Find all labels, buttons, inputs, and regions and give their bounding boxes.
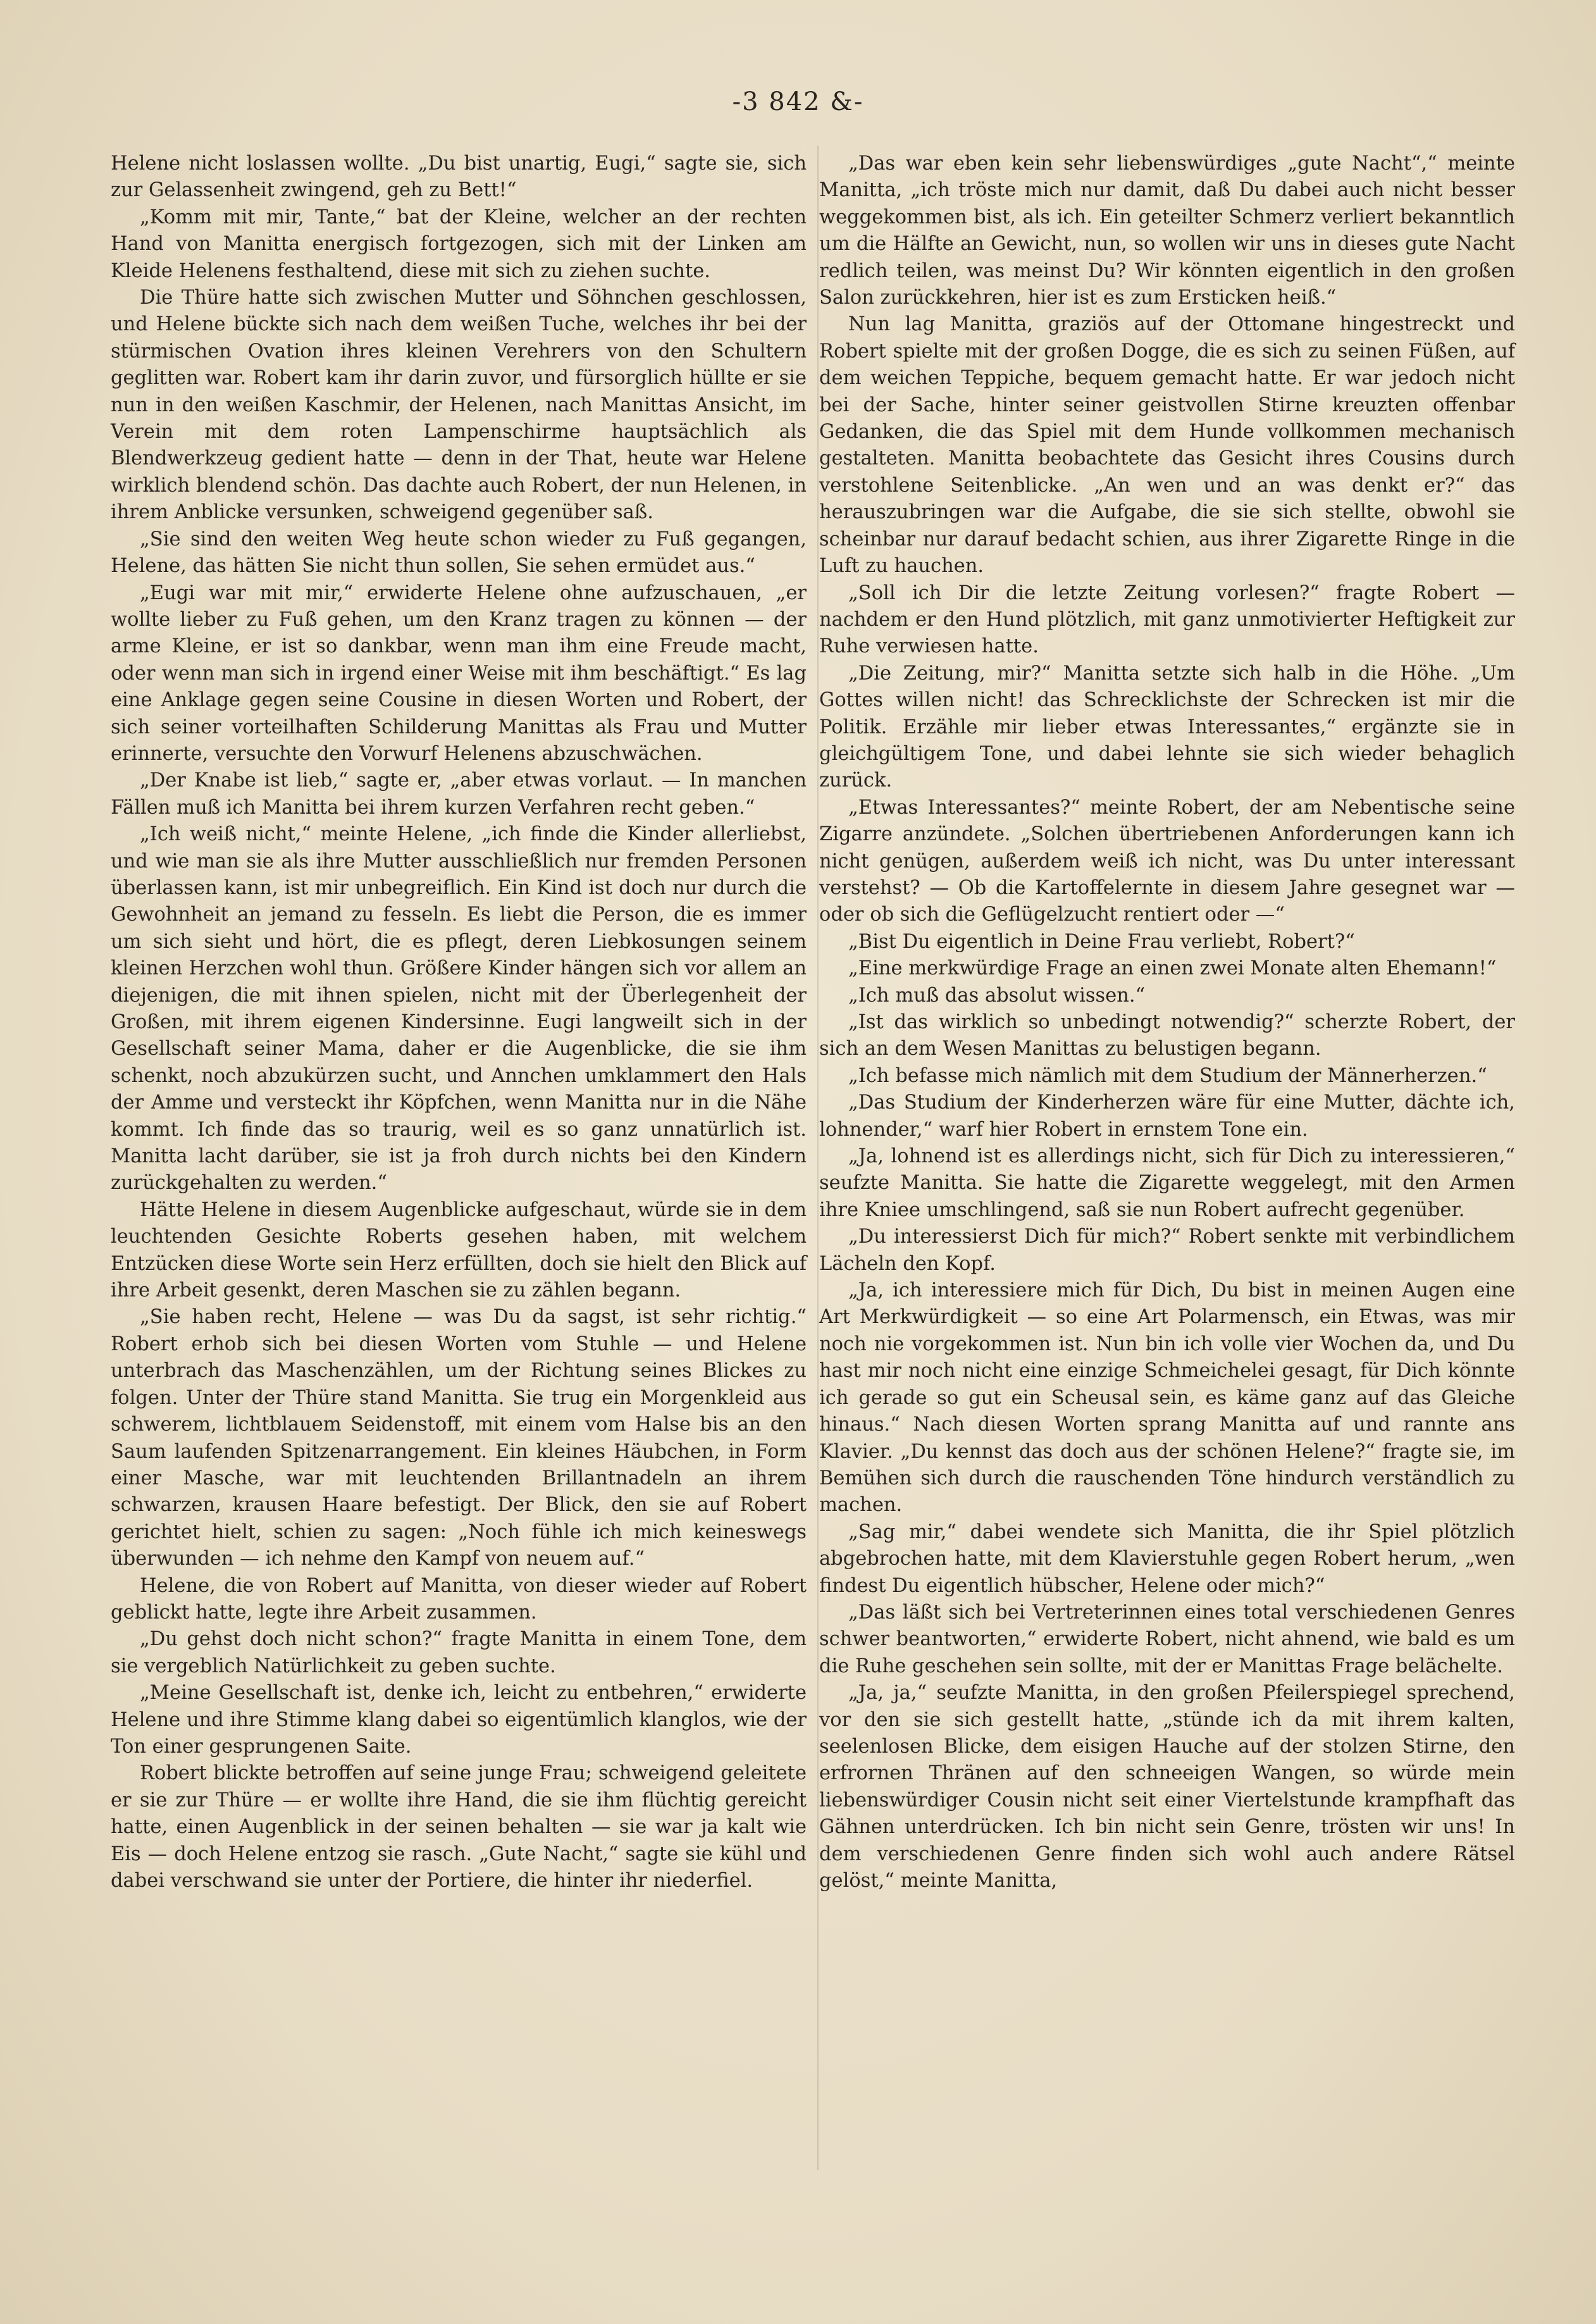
paragraph: „Eugi war mit mir,“ erwiderte Helene ohne aufzuschauen, „er wollte lieber zu Fuß gehen, um den Kranz tragen zu können — der arme Kleine, er ist so dankbar, wenn man ihm eine Freude macht, oder wenn man sich in irgend einer Weise mit ihm beschäftigt.“ Es lag eine Anklage gegen seine Cousine in diesen Worten und Robert, der sich seiner vorteilhaften Schilderung Manittas als Frau und Mutter erinnerte, versuchte den Vorwurf Helenens abzuschwächen. [111,581,807,765]
paragraph: „Das war eben kein sehr liebenswürdiges „gute Nacht“,“ meinte Manitta, „ich tröste mich nur damit, daß Du dabei auch nicht besser weggekommen bist, als ich. Ein geteilter Schmerz verliert bekanntlich um die Hälfte an Gewicht, nun, so wollen wir uns in dieses gute Nacht redlich teilen, was meinst Du? Wir könnten eigentlich in den großen Salon zurückkehren, hier ist es zum Ersticken heiß.“ [819,152,1515,309]
paragraph: „Sie sind den weiten Weg heute schon wieder zu Fuß gegangen, Helene, das hätten Sie nicht thun sollen, Sie sehen ermüdet aus.“ [111,528,807,578]
paragraph: „Du interessierst Dich für mich?“ Robert senkte mit verbindlichem Lächeln den Kopf. [819,1226,1515,1275]
paragraph: Hätte Helene in diesem Augenblicke aufgeschaut, würde sie in dem leuchtenden Gesichte Roberts gesehen haben, mit welchem Entzücken diese Worte sein Herz erfüllten, doch sie hielt den Blick auf ihre Arbeit gesenkt, deren Maschen sie zu zählen begann. [111,1198,807,1302]
paragraph: „Du gehst doch nicht schon?“ fragte Manitta in einem Tone, dem sie vergeblich Natürlichkeit zu geben suchte. [111,1628,807,1677]
column-divider [817,146,819,2170]
paragraph: Nun lag Manitta, graziös auf der Ottomane hingestreckt und Robert spielte mit der großen Dogge, die es sich zu seinen Füßen, auf dem weichen Teppiche, bequem gemacht hatte. Er war jedoch nicht bei der Sache, hinter seiner geistvollen Stirne kreuzten offenbar Gedanken, die das Spiel mit dem Hunde vollkommen mechanisch gestalteten. Manitta beobachtete das Gesicht ihres Cousins durch verstohlene Seitenblicke. „An wen und an was denkt er?“ das herauszubringen war die Aufgabe, die sie sich stellte, obwohl sie scheinbar nur darauf bedacht schien, aus ihrer Zigarette Ringe in die Luft zu hauchen. [819,313,1515,578]
paragraph: „Komm mit mir, Tante,“ bat der Kleine, welcher an der rechten Hand von Manitta energisch fortgezogen, sich mit der Linken am Kleide Helenens festhaltend, diese mit sich zu ziehen suchte. [111,206,807,282]
paragraph: „Die Zeitung, mir?“ Manitta setzte sich halb in die Höhe. „Um Gottes willen nicht! das Schrecklichste der Schrecken ist mir die Politik. Erzähle mir lieber etwas Interessantes,“ ergänzte sie in gleichgültigem Tone, und dabei lehnte sie sich wieder behaglich zurück. [819,662,1515,792]
paragraph: Helene, die von Robert auf Manitta, von dieser wieder auf Robert geblickt hatte, legte ihre Arbeit zusammen. [111,1574,807,1624]
paragraph: „Ja, ja,“ seufzte Manitta, in den großen Pfeilerspiegel sprechend, vor den sie sich gestellt hatte, „stünde ich da mit ihrem kalten, seelenlosen Blicke, dem eisigen Hauche auf der stolzen Stirne, den erfrornen Thränen auf den schneeigen Wangen, so würde mein liebenswürdiger Cousin nicht seit einer Viertelstunde krampfhaft das Gähnen unterdrücken. Ich bin nicht sein Genre, trösten wir uns! In dem verschiedenen Genre finden sich wohl auch andere Rätsel gelöst,“ meinte Manitta, [819,1682,1515,1892]
right-column [819,151,1515,1894]
paragraph: Helene nicht loslassen wollte. „Du bist unartig, Eugi,“ sagte sie, sich zur Gelassenheit zwingend, geh zu Bett!“ [111,152,807,202]
paragraph: „Sag mir,“ dabei wendete sich Manitta, die ihr Spiel plötzlich abgebrochen hatte, mit dem Klavierstuhle gegen Robert herum, „wen findest Du eigentlich hübscher, Helene oder mich?“ [819,1520,1515,1597]
paragraph: „Soll ich Dir die letzte Zeitung vorlesen?“ fragte Robert — nachdem er den Hund plötzlich, mit ganz unmotivierter Heftigkeit zur Ruhe verwiesen hatte. [819,581,1515,658]
paragraph: Robert blickte betroffen auf seine junge Frau; schweigend geleitete er sie zur Thüre — er wollte ihre Hand, die sie ihm flüchtig gereicht hatte, einen Augenblick in der seinen behalten — sie war ja kalt wie Eis — doch Helene entzog sie rasch. „Gute Nacht,“ sagte sie kühl und dabei verschwand sie unter der Portiere, die hinter ihr niederfiel. [111,1762,807,1892]
paragraph: „Ist das wirklich so unbedingt notwendig?“ scherzte Robert, der sich an dem Wesen Manittas zu belustigen begann. [819,1011,1515,1060]
paragraph: Die Thüre hatte sich zwischen Mutter und Söhnchen geschlossen, und Helene bückte sich nach dem weißen Tuche, welches ihr bei der stürmischen Ovation ihres kleinen Verehrers von den Schultern geglitten war. Robert kam ihr darin zuvor, und fürsorglich hüllte er sie nun in den weißen Kaschmir, der Helenen, nach Manittas Ansicht, im Verein mit dem roten Lampenschirme hauptsächlich als Blendwerkzeug gedient hatte — denn in der That, heute war Helene wirklich blendend schön. Das dachte auch Robert, der nun Helenen, in ihrem Anblicke versunken, schweigend gegenüber saß. [111,287,807,524]
paragraph: „Das Studium der Kinderherzen wäre für eine Mutter, dächte ich, lohnender,“ warf hier Robert in ernstem Tone ein. [819,1091,1515,1141]
paragraph: „Meine Gesellschaft ist, denke ich, leicht zu entbehren,“ erwiderte Helene und ihre Stimme klang dabei so eigentümlich klanglos, wie der Ton einer gesprungenen Saite. [111,1682,807,1758]
paragraph: „Bist Du eigentlich in Deine Frau verliebt, Robert?“ [848,930,1355,953]
paragraph: „Das läßt sich bei Vertreterinnen eines total verschiedenen Genres schwer beantworten,“ erwiderte Robert, nicht ahnend, wie bald es um die Ruhe geschehen sein sollte, mit der er Manittas Frage belächelte. [819,1601,1515,1677]
paragraph: „Etwas Interessantes?“ meinte Robert, der am Nebentische seine Zigarre anzündete. „Solchen übertriebenen Anforderungen kann ich nicht genügen, außerdem weiß ich nicht, was Du unter interessant verstehst? — Ob die Kartoffelernte in diesem Jahre gesegnet war — oder ob sich die Geflügelzucht rentiert oder —“ [819,796,1515,926]
paragraph: „Ich befasse mich nämlich mit dem Studium der Männerherzen.“ [848,1064,1487,1087]
page-number-header: -3 842 &- [732,87,864,116]
paragraph: „Der Knabe ist lieb,“ sagte er, „aber etwas vorlaut. — In manchen Fällen muß ich Manitta bei ihrem kurzen Verfahren recht geben.“ [111,769,807,819]
paragraph: „Ja, ich interessiere mich für Dich, Du bist in meinen Augen eine Art Merkwürdigkeit — so eine Art Polarmensch, ein Etwas, was mir noch nie vorgekommen ist. Nun bin ich volle vier Wochen da, und Du hast mir noch nicht eine einzige Schmeichelei gesagt, für Dich könnte ich gerade so gut ein Scheusal sein, es käme ganz auf das Gleiche hinaus.“ Nach diesen Worten sprang Manitta auf und rannte ans Klavier. „Du kennst das doch aus der schönen Helene?“ fragte sie, im Bemühen sich durch die rauschenden Töne hindurch verständlich zu machen. [819,1279,1515,1517]
paragraph: „Ich weiß nicht,“ meinte Helene, „ich finde die Kinder allerliebst, und wie man sie als ihre Mutter ausschließlich nur fremden Personen überlassen kann, ist mir unbegreiflich. Ein Kind ist doch nur durch die Gewohnheit an jemand zu fesseln. Es liebt die Person, die es immer um sich sieht und hört, die es pflegt, deren Liebkosungen seinem kleinen Herzchen wohl thun. Größere Kinder hängen sich vor allem an diejenigen, die mit ihnen spielen, nicht mit der Überlegenheit der Großen, mit ihrem eigenen Kindersinne. Eugi langweilt sich in der Gesellschaft seiner Mama, daher er die Augenblicke, die sie ihm schenkt, noch abzukürzen sucht, und Annchen umklammert den Hals der Amme und versteckt ihr Köpfchen, wenn Manitta nur in die Nähe kommt. Ich finde das so traurig, weil es so ganz unnatürlich ist. Manitta lacht darüber, sie ist ja froh durch nichts bei den Kindern zurückgehalten zu werden.“ [111,823,807,1195]
paragraph: „Ich muß das absolut wissen.“ [848,984,1146,1007]
paragraph: „Sie haben recht, Helene — was Du da sagst, ist sehr richtig.“ Robert erhob sich bei diesen Worten vom Stuhle — und Helene unterbrach das Maschenzählen, um der Richtung seines Blickes zu folgen. Unter der Thüre stand Manitta. Sie trug ein Morgenkleid aus schwerem, lichtblauem Seidenstoff, mit einem vom Halse bis an den Saum laufenden Spitzenarrangement. Ein kleines Häubchen, in Form einer Masche, war mit leuchtenden Brillantnadeln an ihrem schwarzen, krausen Haare befestigt. Der Blick, den sie auf Robert gerichtet hielt, schien zu sagen: „Noch fühle ich mich keineswegs überwunden — ich nehme den Kampf von neuem auf.“ [111,1306,807,1570]
paragraph: „Ja, lohnend ist es allerdings nicht, sich für Dich zu interessieren,“ seufzte Manitta. Sie hatte die Zigarette weggelegt, mit den Armen ihre Kniee umschlingend, saß sie nun Robert aufrecht gegenüber. [819,1145,1515,1221]
left-column [111,151,807,1894]
paragraph: „Eine merkwürdige Frage an einen zwei Monate alten Ehemann!“ [848,957,1497,980]
